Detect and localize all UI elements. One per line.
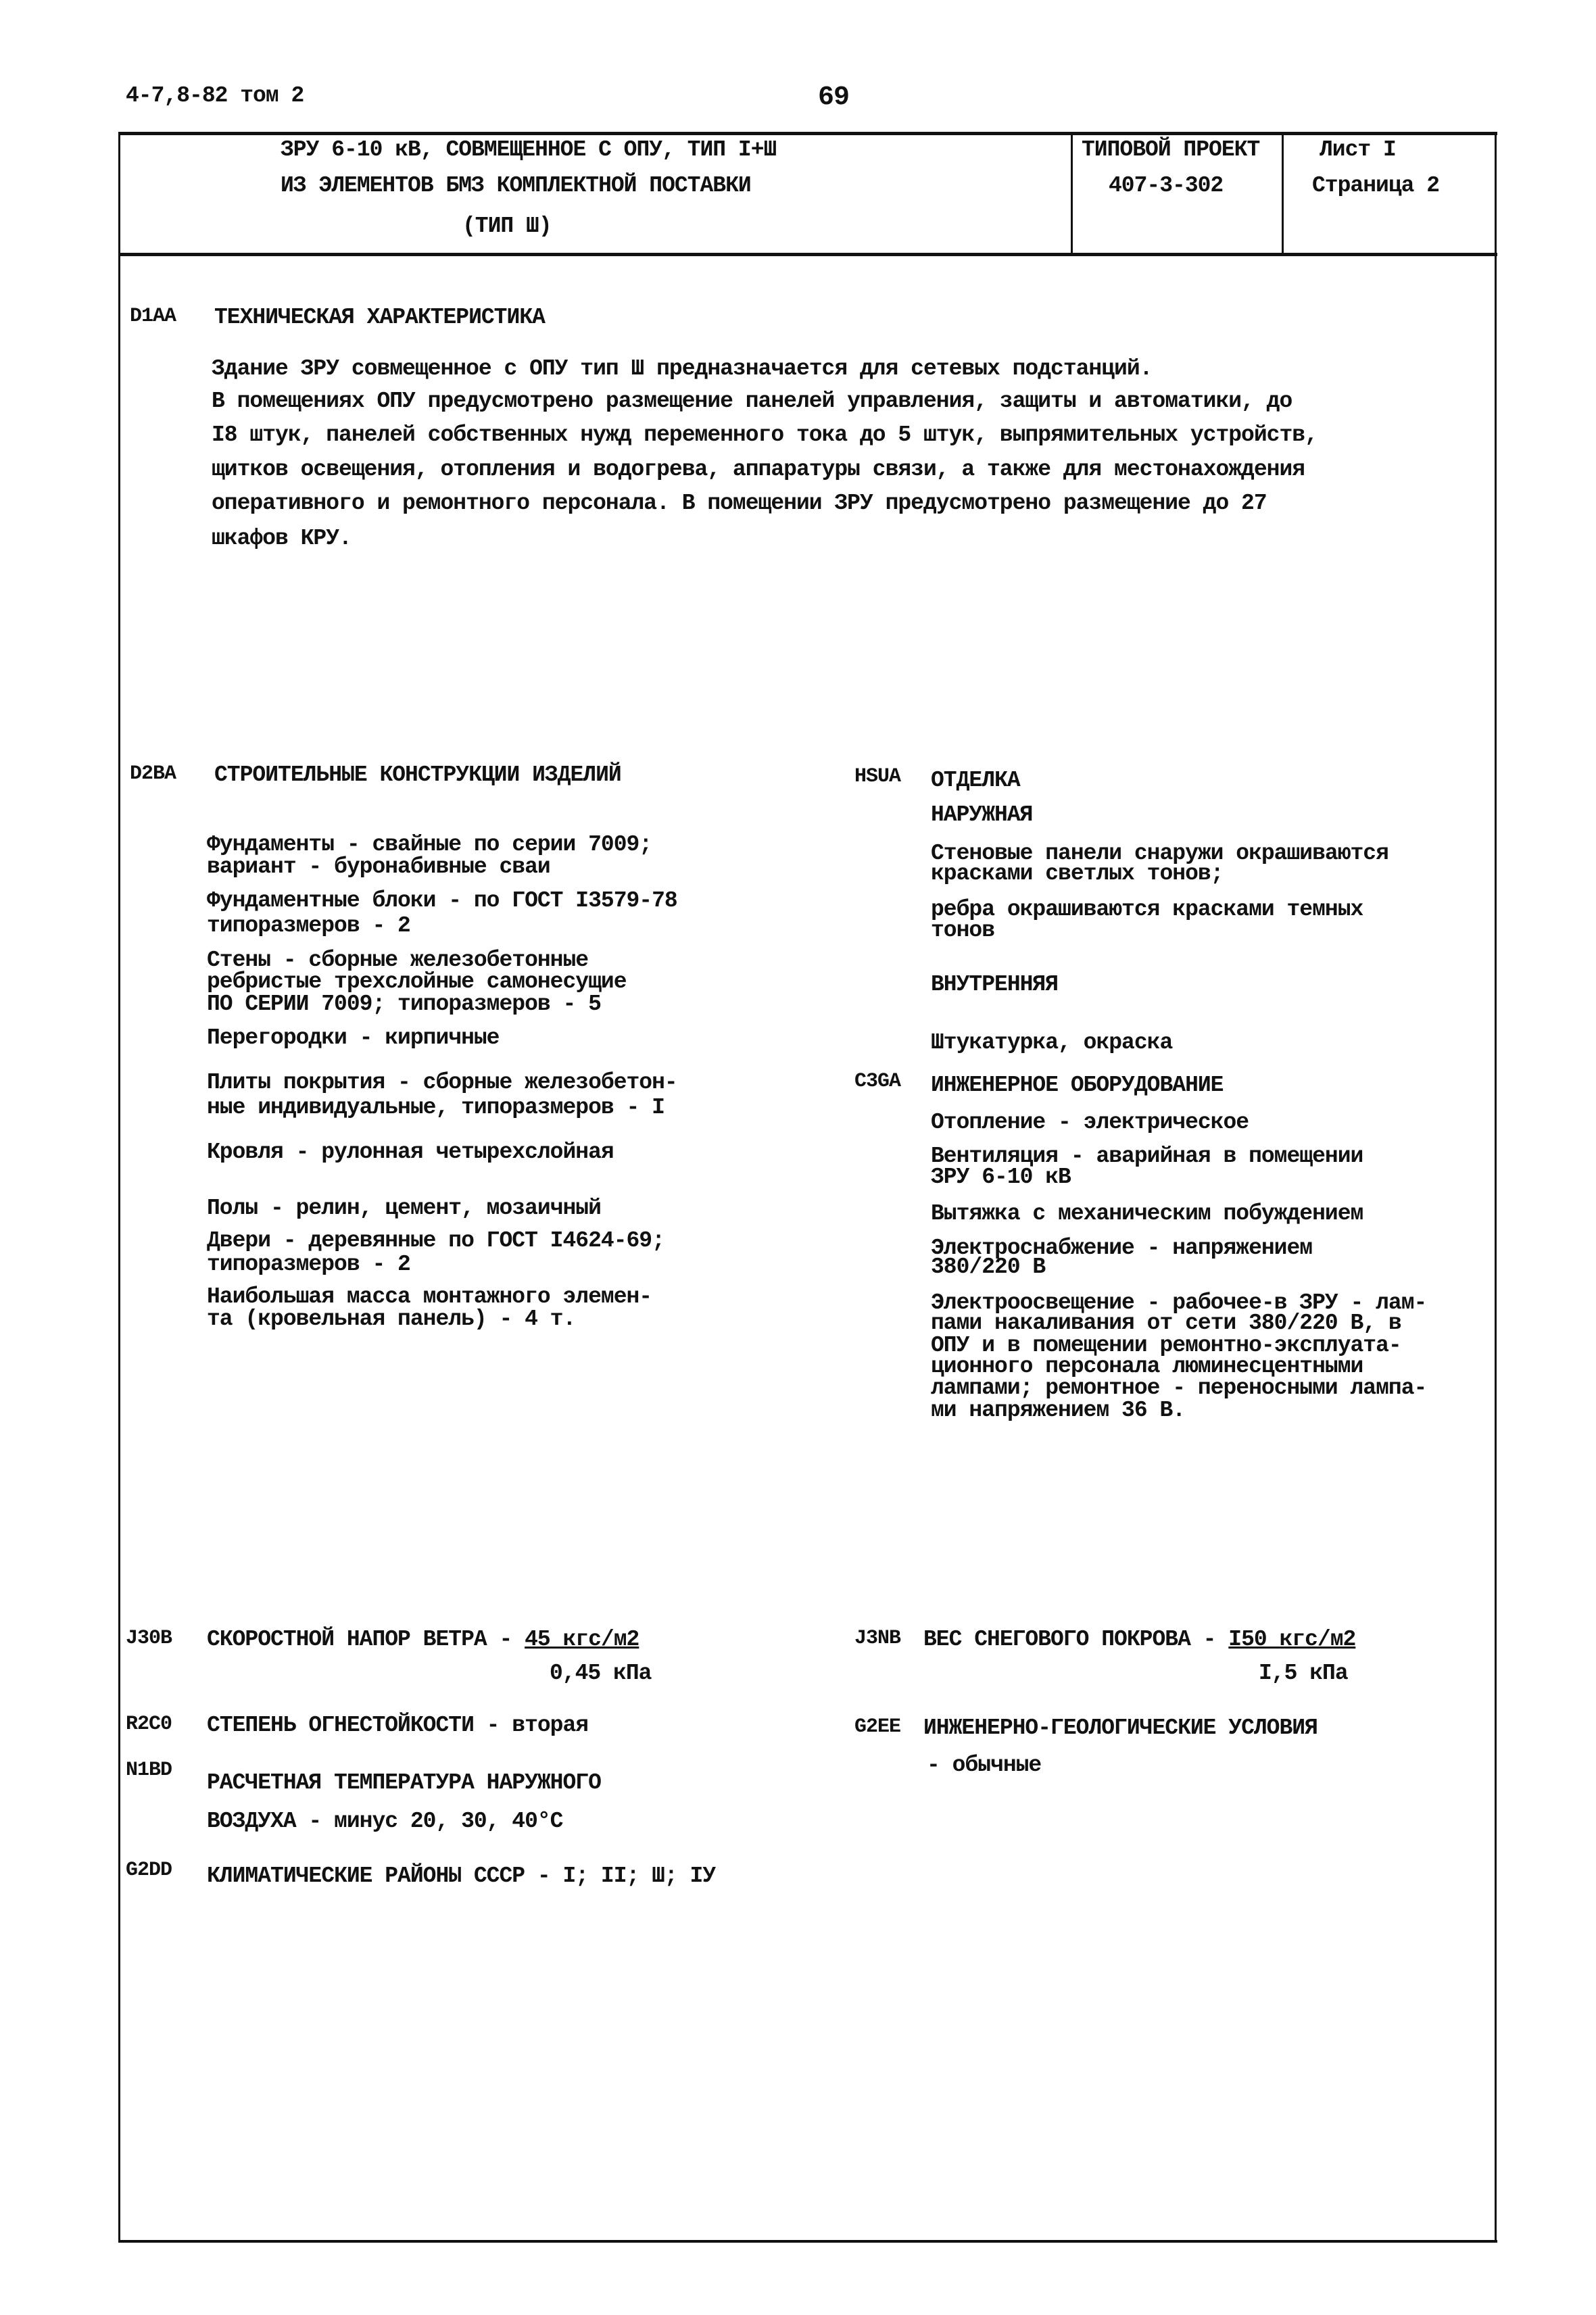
climate-code: G2DD — [126, 1859, 172, 1882]
title-line-2: ИЗ ЭЛЕМЕНТОВ БМЗ КОМПЛЕКТНОЙ ПОСТАВКИ — [281, 173, 751, 198]
fire-code: R2C0 — [126, 1713, 172, 1736]
temperature-value-text: ВОЗДУХА - минус 20, 30, 40°С — [207, 1809, 563, 1834]
equipment-line: Вытяжка с механическим побуждением — [931, 1201, 1363, 1226]
tech-paragraph-line: I8 штук, панелей собственных нужд переменного тока до 5 штук, выпрямительных устройств, — [212, 422, 1317, 447]
header-divider-1 — [1071, 132, 1073, 255]
construction-line: ребристые трехслойные самонесущие — [207, 969, 627, 994]
tech-paragraph-line: щитков освещения, отопления и водогрева, аппаратуры связи, а также для местонахождения — [212, 457, 1305, 482]
finish-line: красками светлых тонов; — [931, 861, 1224, 886]
frame-header-bottom — [118, 253, 1497, 256]
frame-left — [118, 132, 120, 2243]
construction-line: типоразмеров - 2 — [207, 913, 410, 938]
equipment-line: пами накаливания от сети 380/220 В, в — [931, 1311, 1401, 1336]
construction-line: ПО СЕРИИ 7009; типоразмеров - 5 — [207, 992, 601, 1017]
wind-code: J30B — [126, 1627, 172, 1650]
construction-line: Плиты покрытия - сборные железобетон- — [207, 1070, 677, 1095]
construction-line: Фундаменты - свайные по серии 7009; — [207, 832, 652, 857]
construction-line: ные индивидуальные, типоразмеров - I — [207, 1095, 664, 1120]
finish-line: ВНУТРЕННЯЯ — [931, 972, 1059, 997]
construction-line: Двери - деревянные по ГОСТ I4624-69; — [207, 1228, 664, 1253]
finish-line: Стеновые панели снаружи окрашиваются — [931, 841, 1388, 866]
construction-line: Стены - сборные железобетонные — [207, 948, 589, 973]
section-title-tech: ТЕХНИЧЕСКАЯ ХАРАКТЕРИСТИКА — [214, 305, 545, 330]
equipment-line: Вентиляция - аварийная в помещении — [931, 1144, 1363, 1169]
page-label: Страница 2 — [1312, 173, 1440, 198]
equipment-line: ЗРУ 6-10 кВ — [931, 1165, 1071, 1190]
tech-paragraph-line: Здание ЗРУ совмещенное с ОПУ тип Ш предназначается для сетевых подстанций. — [212, 356, 1153, 381]
section-title-finish: ОТДЕЛКА — [931, 768, 1020, 793]
equipment-line: Отопление - электрическое — [931, 1110, 1249, 1135]
finish-line: Штукатурка, окраска — [931, 1030, 1173, 1055]
header-divider-2 — [1282, 132, 1284, 255]
snow-label: ВЕС СНЕГОВОГО ПОКРОВА - — [923, 1627, 1229, 1652]
wind-value: 45 кгс/м2 — [525, 1627, 639, 1652]
frame-bottom — [118, 2240, 1497, 2243]
doc-ref: 4-7,8-82 том 2 — [126, 83, 304, 108]
title-line-3: (ТИП Ш) — [462, 214, 552, 239]
title-line-1: ЗРУ 6-10 кВ, СОВМЕЩЕННОЕ С ОПУ, ТИП I+Ш — [281, 137, 777, 162]
equipment-line: ционного персонала люминесцентными — [931, 1354, 1363, 1379]
project-number: 407-3-302 — [1109, 173, 1224, 198]
section-code-construction: D2BA — [130, 762, 176, 785]
construction-line: вариант - буронабивные сваи — [207, 854, 550, 879]
snow-value: I50 кгс/м2 — [1228, 1627, 1356, 1652]
equipment-line: 380/220 В — [931, 1254, 1046, 1280]
section-code-equipment: C3GA — [854, 1070, 901, 1093]
page-number: 69 — [818, 82, 850, 113]
fire-resistance-text: СТЕПЕНЬ ОГНЕСТОЙКОСТИ - вторая — [207, 1713, 589, 1738]
snow-code: J3NB — [854, 1627, 901, 1650]
finish-line: тонов — [931, 918, 995, 943]
finish-line: НАРУЖНАЯ — [931, 802, 1033, 827]
temperature-text: РАСЧЕТНАЯ ТЕМПЕРАТУРА НАРУЖНОГО — [207, 1770, 601, 1795]
temp-code: N1BD — [126, 1759, 172, 1782]
tech-paragraph-line: В помещениях ОПУ предусмотрено размещение панелей управления, защиты и автоматики, до — [212, 389, 1292, 414]
tech-paragraph-line: шкафов КРУ. — [212, 526, 352, 551]
snow-value-kpa: I,5 кПа — [1259, 1661, 1348, 1686]
section-title-construction: СТРОИТЕЛЬНЫЕ КОНСТРУКЦИИ ИЗДЕЛИЙ — [214, 762, 621, 787]
section-code-tech: D1AA — [130, 305, 176, 328]
equipment-line: Электроснабжение - напряжением — [931, 1236, 1313, 1261]
construction-line: Полы - релин, цемент, мозаичный — [207, 1196, 601, 1221]
sheet-number: Лист I — [1320, 137, 1396, 162]
frame-right — [1495, 132, 1497, 2243]
section-title-equipment: ИНЖЕНЕРНОЕ ОБОРУДОВАНИЕ — [931, 1073, 1224, 1098]
construction-line: типоразмеров - 2 — [207, 1252, 410, 1277]
equipment-line: ми напряжением 36 В. — [931, 1398, 1186, 1423]
wind-label: СКОРОСТНОЙ НАПОР ВЕТРА - — [207, 1627, 525, 1652]
wind-value-kpa: 0,45 кПа — [550, 1661, 652, 1686]
section-code-finish: HSUA — [854, 765, 901, 788]
tech-paragraph-line: оперативного и ремонтного персонала. В помещении ЗРУ предусмотрено размещение до 27 — [212, 491, 1267, 516]
project-label: ТИПОВОЙ ПРОЕКТ — [1082, 137, 1260, 162]
snow-line — [923, 1628, 1355, 1651]
construction-line: та (кровельная панель) - 4 т. — [207, 1307, 576, 1332]
construction-line: Кровля - рулонная четырехслойная — [207, 1140, 614, 1165]
construction-line: Перегородки - кирпичные — [207, 1025, 500, 1050]
geo-conditions-text: ИНЖЕНЕРНО-ГЕОЛОГИЧЕСКИЕ УСЛОВИЯ — [923, 1715, 1317, 1740]
equipment-line: ОПУ и в помещении ремонтно-эксплуата- — [931, 1333, 1401, 1358]
construction-line: Наибольшая масса монтажного элемен- — [207, 1284, 652, 1309]
equipment-line: Электроосвещение - рабочее-в ЗРУ - лам- — [931, 1290, 1427, 1315]
frame-top — [118, 132, 1497, 135]
wind-line — [207, 1628, 639, 1651]
geo-code: G2EE — [854, 1715, 901, 1738]
construction-line: Фундаментные блоки - по ГОСТ I3579-78 — [207, 888, 677, 913]
climate-regions-text: КЛИМАТИЧЕСКИЕ РАЙОНЫ СССР - I; II; Ш; IУ — [207, 1863, 716, 1888]
finish-line: ребра окрашиваются красками темных — [931, 897, 1363, 922]
equipment-line: лампами; ремонтное - переносными лампа- — [931, 1375, 1427, 1400]
geo-conditions-value: - обычные — [927, 1753, 1042, 1778]
